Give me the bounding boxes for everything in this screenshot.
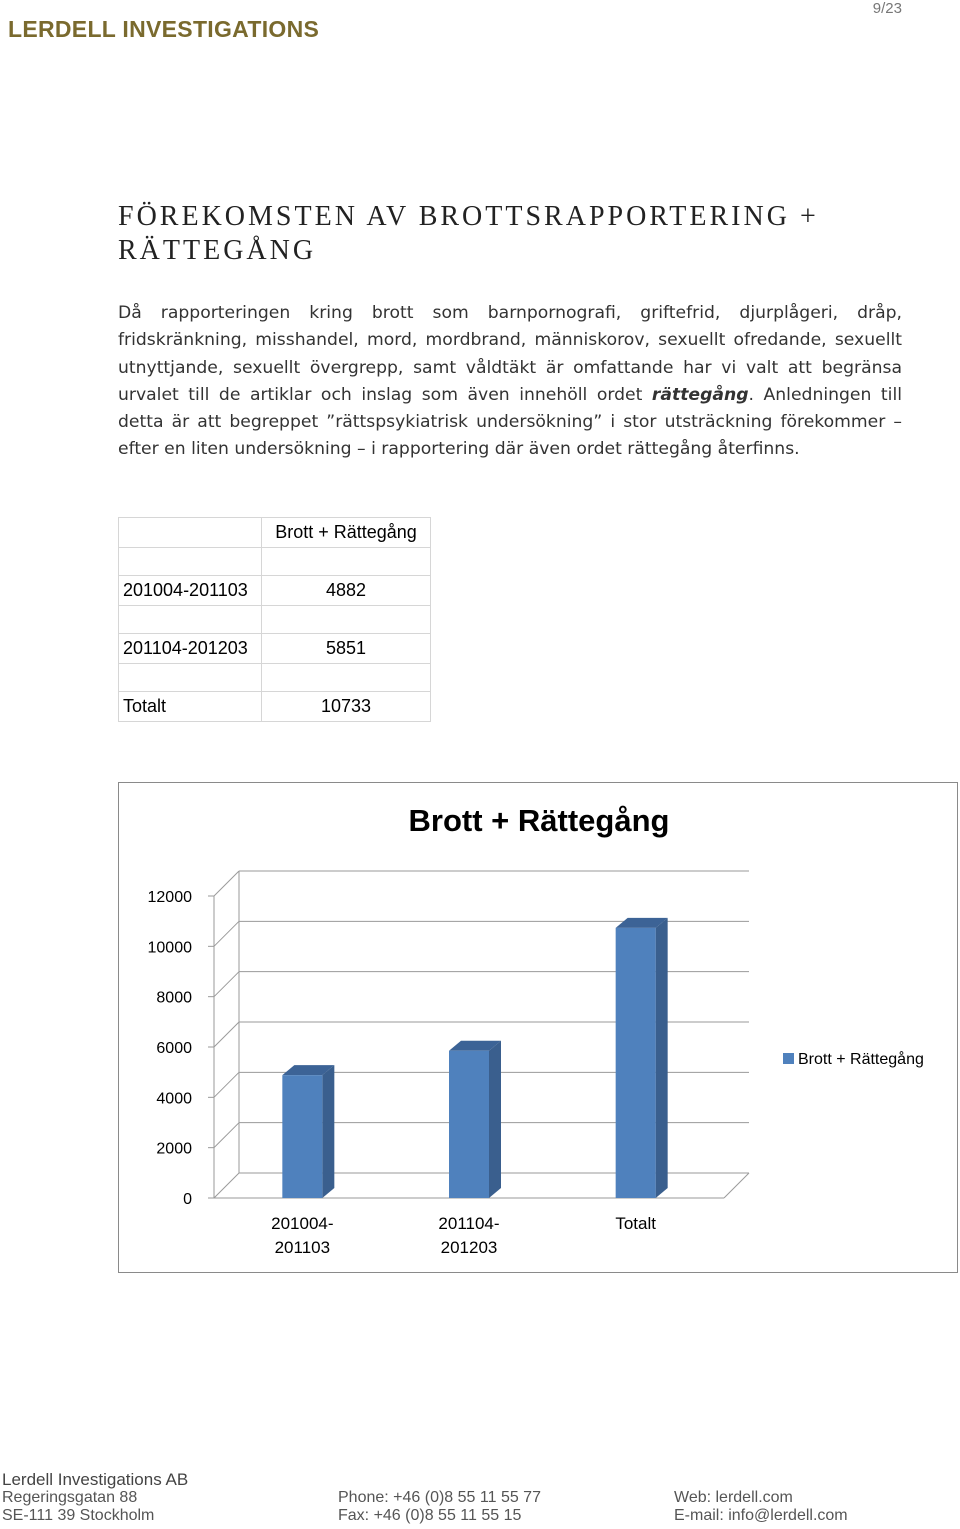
footer-address-line2: SE-111 39 Stockholm [2,1507,155,1524]
chart-title: Brott + Rättegång [408,803,670,838]
table-header-row [119,518,431,548]
chart-grid-diagonal [214,1173,239,1198]
chart-legend-label: Brott + Rättegång [798,1051,924,1068]
table-period-cell: Totalt [119,692,262,722]
table-row [119,576,431,606]
table-period-cell: 201004-201103 [119,576,262,606]
chart-bar [449,1051,489,1198]
chart-y-tick-label: 0 [183,1191,192,1208]
chart-bar [616,928,656,1198]
chart-x-tick-label: 201104- [438,1214,500,1233]
table-spacer-row [119,606,431,634]
chart-y-tick-label: 2000 [156,1140,192,1158]
chart-bar-side [656,918,668,1198]
page-number: 9/23 [872,0,902,17]
bar-chart [119,783,957,1272]
chart-x-tick-label: 201004- [271,1214,334,1233]
paragraph-text-1: Då rapporteringen kring brott som barnpornografi, griftefrid, djurplågeri, dråp, fridskränkning, misshandel, mord, mordbrand, människorov, sexuellt ofredande, sexuellt utnyttjande, sexuellt övergrepp, samt våldtäkt är omfattande har vi valt att begränsa urvalet till de artiklar och inslag som även innehöll ordet [118,303,902,405]
footer-fax: Fax: +46 (0)8 55 11 55 15 [338,1507,522,1524]
table-header-empty-cell [119,518,262,548]
heading-line-1: FÖREKOMSTEN AV BROTTSRAPPORTERING + [118,201,819,232]
chart-grid-diagonal [214,871,239,896]
paragraph-emphasis: rättegång [651,384,749,405]
body-paragraph [118,300,902,464]
footer-email: E-mail: info@lerdell.com [674,1507,848,1524]
paragraph-text-2: . Anledningen till detta är att begreppet ”rättspsykiatrisk undersökning” i stor utsträckning förekommer – efter en liten undersökning – i rapportering där även ordet rättegång återfinns. [118,384,902,460]
chart-bar [282,1075,322,1198]
chart-y-tick-label: 4000 [156,1090,192,1108]
table-spacer-row [119,664,431,692]
chart-floor-right [724,1173,749,1198]
chart-x-tick-label: Totalt [615,1214,656,1233]
footer-address-line1: Regeringsgatan 88 [2,1489,138,1506]
footer-web: Web: lerdell.com [674,1489,793,1506]
footer-company: Lerdell Investigations AB [2,1470,189,1489]
chart-bar-side [322,1065,334,1198]
heading-line-2: RÄTTEGÅNG [118,235,317,266]
footer-phone: Phone: +46 (0)8 55 11 55 77 [338,1489,541,1506]
chart-grid-diagonal [214,1123,239,1148]
chart-x-tick-label: 201103 [274,1238,331,1257]
chart-grid-diagonal [214,1022,239,1047]
chart-grid-diagonal [214,972,239,997]
chart-x-tick-label: 201203 [440,1238,498,1257]
table-value-cell: 10733 [262,692,431,722]
table-row [119,692,431,722]
table-period-cell: 201104-201203 [119,634,262,664]
chart-y-tick-label: 6000 [156,1040,192,1057]
chart-grid-diagonal [214,921,239,946]
chart-legend-swatch [783,1053,794,1064]
chart-y-tick-label: 12000 [147,889,192,906]
table-spacer-row [119,548,431,576]
table-value-cell: 4882 [262,576,431,606]
chart-grid-diagonal [214,1072,239,1097]
chart-y-tick-label: 8000 [156,989,192,1007]
table-header-cell: Brott + Rättegång [262,518,431,548]
chart-y-tick-label: 10000 [147,939,192,957]
chart-bar-side [489,1041,501,1198]
brand-logo-text: LERDELL INVESTIGATIONS [8,16,320,42]
data-table [118,517,431,722]
bar-chart-frame [118,782,958,1273]
section-heading [118,200,898,268]
table-row [119,634,431,664]
table-value-cell: 5851 [262,634,431,664]
